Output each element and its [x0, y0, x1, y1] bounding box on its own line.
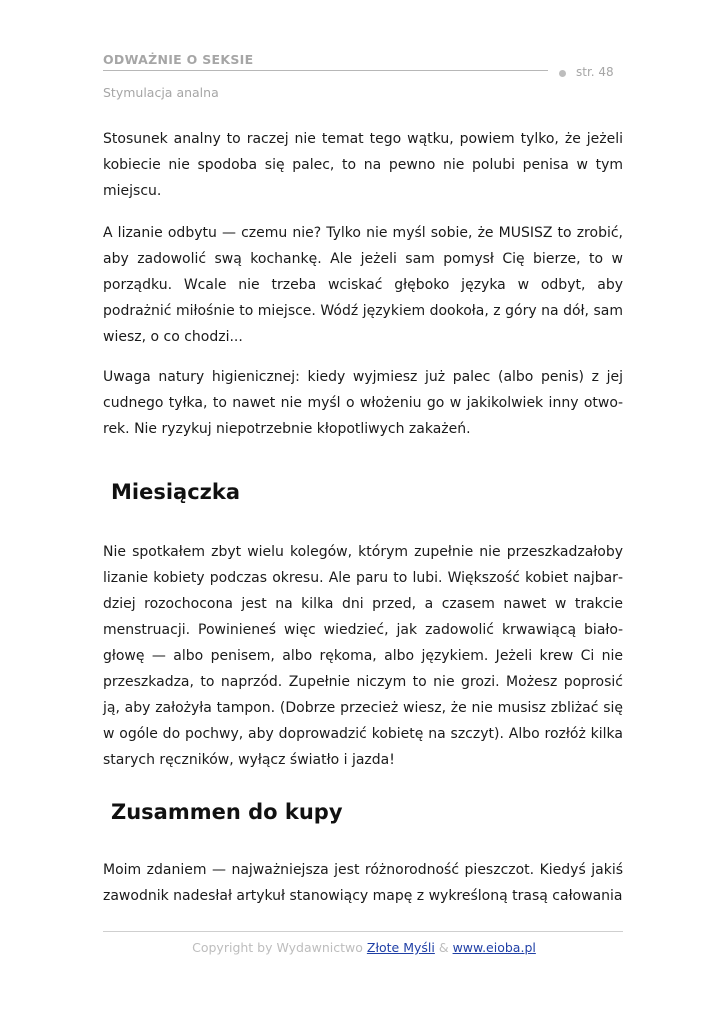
footer — [0, 940, 728, 955]
site-link[interactable]: www.eioba.pl — [452, 940, 536, 955]
footer-rule — [103, 931, 623, 932]
bullet-icon — [559, 70, 566, 77]
paragraph-2: A lizanie odbytu — czemu nie? Tylko nie myśl sobie, że MUSISZ to zrobić, aby zadowolić swą kochankę. Ale jeżeli sam pomysł Cię bierze, to w porządku. Wcale nie trzeba wciskać głęboko języka w odbyt, aby podrażnić miłośnie to miejsce. Wódź językiem dookoła, z góry na dół, sam wiesz, o co chodzi... — [103, 225, 623, 345]
section-title: Stymulacja analna — [103, 85, 219, 100]
footer-ampersand: & — [438, 940, 449, 955]
copyright-text: Copyright by Wydawnictwo — [192, 940, 363, 955]
paragraph-3: Uwaga natury higienicznej: kiedy wyjmiesz już palec (albo penis) z jej cudnego tyłka, to nawet nie myśl o włożeniu go w jakikolwiek inny otworek. Nie ryzykuj niepotrzebnie kłopotliwych zakażeń. — [103, 369, 623, 437]
paragraph-4: Nie spotkałem zbyt wielu kolegów, którym zupełnie nie przeszkadzałoby lizanie kobiety podczas okresu. Ale paru to lubi. Większość kobiet najbardziej rozochocona jest na kilka dni przed, a czasem nawet w trakcie menstruacji. Powinieneś więc wiedzieć, jak zadowolić krwawiącą białogłowę — albo penisem, albo rękoma, albo językiem. Jeżeli krew Ci nie przeszkadza, to naprzód. Zupełnie niczym to nie grozi. Możesz poprosić ją, aby założyła tampon. (Dobrze przecież wiesz, że nie musisz zbliżać się w ogóle do pochwy, aby doprowadzić kobietę na szczyt). Albo rozłóż kilka starych ręczników, wyłącz światło i jazda! — [103, 544, 623, 768]
page-number: str. 48 — [576, 65, 614, 79]
paragraph-1: Stosunek analny to raczej nie temat tego wątku, powiem tylko, że jeżeli kobiecie nie spodoba się palec, to na pewno nie polubi penisa w tym miejscu. — [103, 131, 623, 199]
header-rule — [103, 70, 548, 71]
book-title: ODWAŻNIE O SEKSIE — [103, 52, 254, 67]
paragraph-5: Moim zdaniem — najważniejsza jest różnorodność pieszczot. Kiedyś jakiś zawodnik nadesłał artykuł stanowiący mapę z wykreśloną trasą całowania — [103, 862, 623, 904]
heading-miesiaczka: Miesiączka — [111, 480, 241, 504]
heading-zusammen: Zusammen do kupy — [111, 800, 343, 824]
publisher-link[interactable]: Złote Myśli — [366, 940, 435, 955]
